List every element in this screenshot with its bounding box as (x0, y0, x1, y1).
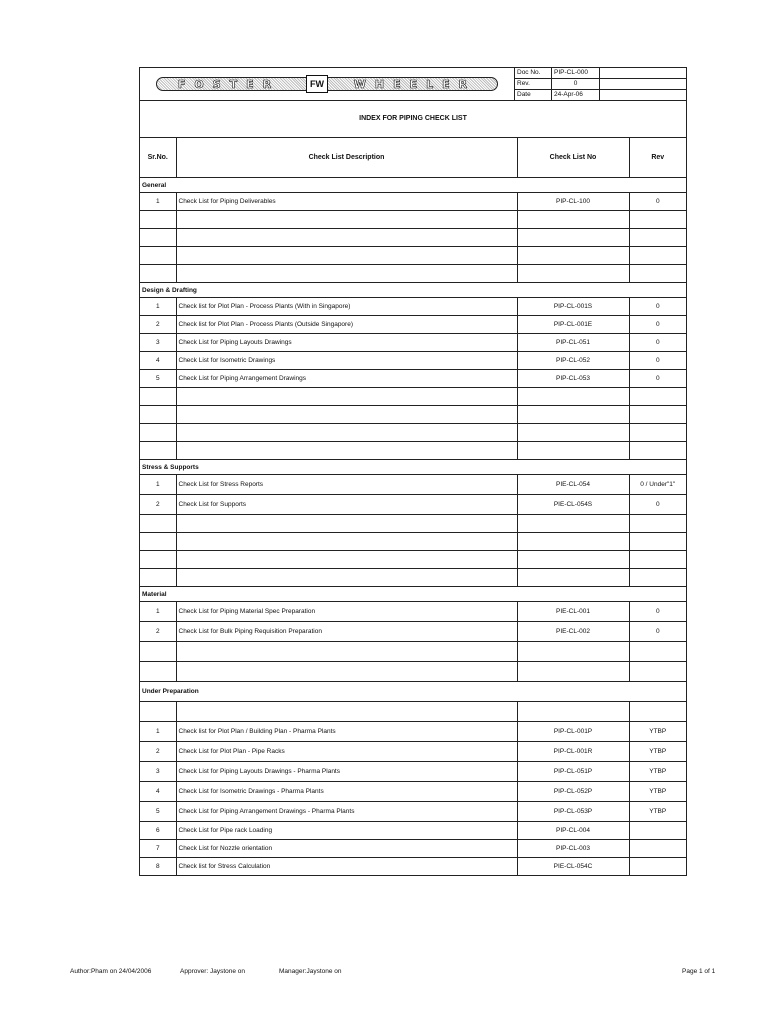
empty-row (140, 229, 686, 247)
description-cell: Check List for Plot Plan - Pipe Racks (176, 742, 517, 762)
table-row (140, 858, 686, 876)
rev-label: Rev. (515, 79, 552, 89)
check-list-no-cell: PIE-CL-054 (517, 475, 629, 495)
check-list-no-cell: PIP-CL-051 (517, 334, 629, 352)
company-logo (156, 77, 498, 91)
check-list-no-cell: PIP-CL-052 (517, 352, 629, 370)
check-list-no-cell: PIP-CL-001E (517, 316, 629, 334)
description-cell: Check list for Stress Calculation (176, 858, 517, 876)
rev-row (515, 79, 686, 90)
check-list-no-cell: PIP-CL-053P (517, 802, 629, 822)
check-list-no-cell: PIE-CL-054S (517, 495, 629, 515)
empty-row (140, 533, 686, 551)
rev-value: 0 (552, 79, 600, 89)
check-list-no-cell: PIE-CL-054C (517, 858, 629, 876)
section-row (140, 460, 686, 475)
description-cell: Check List for Isometric Drawings (176, 352, 517, 370)
section-title: Stress & Supports (140, 460, 686, 475)
sr-no-cell: 1 (140, 298, 176, 316)
description-cell: Check List for Piping Layouts Drawings (176, 334, 517, 352)
check-list-no-cell: PIE-CL-002 (517, 622, 629, 642)
table-row (140, 722, 686, 742)
sr-no-cell: 3 (140, 334, 176, 352)
check-list-no-cell: PIP-CL-051P (517, 762, 629, 782)
footer-author: Author:Pham on 24/04/2006 (70, 968, 152, 975)
col-header-description: Check List Description (176, 138, 517, 178)
empty-row (140, 662, 686, 682)
footer-manager: Manager:Jaystone on (279, 968, 342, 975)
empty-row (140, 569, 686, 587)
sr-no-cell: 5 (140, 370, 176, 388)
sr-no-cell: 4 (140, 782, 176, 802)
footer-page-number: Page 1 of 1 (682, 968, 716, 975)
description-cell: Check List for Piping Deliverables (176, 193, 517, 211)
sr-no-cell: 1 (140, 722, 176, 742)
date-value: 24-Apr-06 (552, 90, 600, 100)
empty-row (140, 406, 686, 424)
empty-row (140, 388, 686, 406)
col-header-rev: Rev (629, 138, 686, 178)
sr-no-cell: 1 (140, 193, 176, 211)
rev-cell: 0 / Under"1" (629, 475, 686, 495)
sr-no-cell: 2 (140, 742, 176, 762)
section-title: Under Preparation (140, 682, 686, 702)
section-row (140, 587, 686, 602)
rev-spare (600, 79, 686, 89)
rev-cell: 0 (629, 334, 686, 352)
rev-cell: 0 (629, 370, 686, 388)
section-row (140, 682, 686, 702)
footer-approver: Approver: Jaystone on (180, 968, 246, 975)
document-header (140, 68, 686, 101)
rev-cell: 0 (629, 298, 686, 316)
description-cell: Check List for Piping Material Spec Preparation (176, 602, 517, 622)
col-header-check-list-no: Check List No (517, 138, 629, 178)
empty-row (140, 702, 686, 722)
table-row (140, 840, 686, 858)
rev-cell: 0 (629, 495, 686, 515)
description-cell: Check List for Pipe rack Loading (176, 822, 517, 840)
description-cell: Check List for Bulk Piping Requisition Preparation (176, 622, 517, 642)
checklist-index-sheet (139, 67, 687, 876)
sr-no-cell: 5 (140, 802, 176, 822)
table-row (140, 802, 686, 822)
empty-row (140, 424, 686, 442)
doc-no-label: Doc No. (515, 68, 552, 78)
sr-no-cell: 1 (140, 602, 176, 622)
check-list-no-cell: PIP-CL-052P (517, 782, 629, 802)
rev-cell: YTBP (629, 802, 686, 822)
rev-cell: 0 (629, 193, 686, 211)
doc-no-row (515, 68, 686, 79)
empty-row (140, 442, 686, 460)
description-cell: Check List for Piping Arrangement Drawings - Pharma Plants (176, 802, 517, 822)
check-list-no-cell: PIP-CL-053 (517, 370, 629, 388)
sr-no-cell: 4 (140, 352, 176, 370)
table-row (140, 762, 686, 782)
empty-row (140, 642, 686, 662)
section-title: Material (140, 587, 686, 602)
sr-no-cell: 3 (140, 762, 176, 782)
rev-cell: 0 (629, 602, 686, 622)
section-title: Design & Drafting (140, 283, 686, 298)
logo-word-wheeler: WHEELER (353, 77, 477, 91)
description-cell: Check List for Isometric Drawings - Pharma Plants (176, 782, 517, 802)
description-cell: Check List for Stress Reports (176, 475, 517, 495)
rev-cell (629, 858, 686, 876)
checklist-table (140, 138, 686, 875)
description-cell: Check List for Nozzle orientation (176, 840, 517, 858)
document-title: INDEX FOR PIPING CHECK LIST (140, 101, 686, 138)
table-row (140, 193, 686, 211)
rev-cell: YTBP (629, 742, 686, 762)
check-list-no-cell: PIP-CL-001R (517, 742, 629, 762)
empty-row (140, 247, 686, 265)
sr-no-cell: 2 (140, 622, 176, 642)
empty-row (140, 515, 686, 533)
check-list-no-cell: PIE-CL-001 (517, 602, 629, 622)
description-cell: Check List for Supports (176, 495, 517, 515)
table-row (140, 782, 686, 802)
table-row (140, 298, 686, 316)
sr-no-cell: 1 (140, 475, 176, 495)
check-list-no-cell: PIP-CL-003 (517, 840, 629, 858)
sr-no-cell: 2 (140, 316, 176, 334)
table-row (140, 602, 686, 622)
check-list-no-cell: PIP-CL-100 (517, 193, 629, 211)
logo-area (140, 68, 514, 100)
table-row (140, 370, 686, 388)
empty-row (140, 551, 686, 569)
section-row (140, 178, 686, 193)
doc-no-value: PIP-CL-000 (552, 68, 600, 78)
table-row (140, 742, 686, 762)
rev-cell: 0 (629, 316, 686, 334)
date-spare (600, 90, 686, 100)
empty-row (140, 211, 686, 229)
table-row (140, 822, 686, 840)
sr-no-cell: 7 (140, 840, 176, 858)
sr-no-cell: 2 (140, 495, 176, 515)
rev-cell: YTBP (629, 762, 686, 782)
col-header-sr-no: Sr.No. (147, 154, 168, 161)
date-row (515, 90, 686, 100)
section-row (140, 283, 686, 298)
rev-cell (629, 822, 686, 840)
table-row (140, 352, 686, 370)
description-cell: Check List for Piping Layouts Drawings - Pharma Plants (176, 762, 517, 782)
doc-no-spare (600, 68, 686, 78)
check-list-no-cell: PIP-CL-004 (517, 822, 629, 840)
check-list-no-cell: PIP-CL-001S (517, 298, 629, 316)
rev-cell: 0 (629, 622, 686, 642)
section-title: General (140, 178, 686, 193)
table-row (140, 622, 686, 642)
rev-cell (629, 840, 686, 858)
table-row (140, 495, 686, 515)
rev-cell: 0 (629, 352, 686, 370)
check-list-no-cell: PIP-CL-001P (517, 722, 629, 742)
doc-info-block (514, 68, 686, 100)
date-label: Date (515, 90, 552, 100)
rev-cell: YTBP (629, 782, 686, 802)
table-row (140, 334, 686, 352)
table-row (140, 475, 686, 495)
empty-row (140, 265, 686, 283)
column-header-row (140, 138, 686, 178)
logo-emblem-icon: FW (306, 75, 328, 93)
description-cell: Check list for Plot Plan / Building Plan - Pharma Plants (176, 722, 517, 742)
description-cell: Check list for Plot Plan - Process Plants (With in Singapore) (176, 298, 517, 316)
logo-word-foster: FOSTER (177, 77, 281, 91)
table-row (140, 316, 686, 334)
description-cell: Check List for Piping Arrangement Drawings (176, 370, 517, 388)
sr-no-cell: 6 (140, 822, 176, 840)
rev-cell: YTBP (629, 722, 686, 742)
description-cell: Check list for Plot Plan - Process Plants (Outside Singapore) (176, 316, 517, 334)
sr-no-cell: 8 (140, 858, 176, 876)
